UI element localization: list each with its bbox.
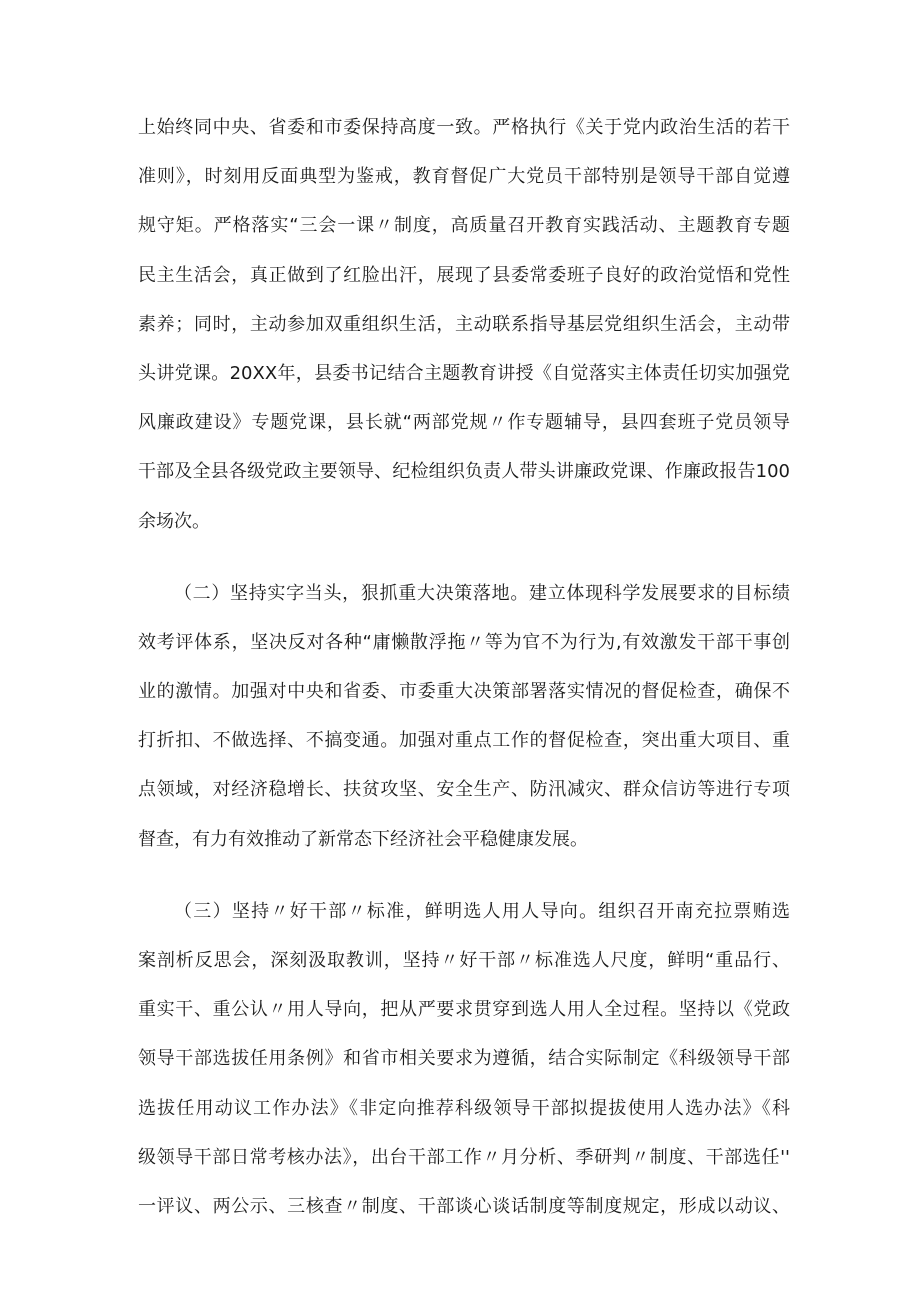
paragraph-line: 效考评体系，坚决反对各种“庸懒散浮拖〃等为官不为行为,有效激发干部干事创: [138, 631, 790, 653]
paragraph-spacer: [138, 559, 790, 582]
paragraph-2: [138, 582, 790, 852]
paragraph-line: 一评议、两公示、三核查〃制度、干部谈心谈话制度等制度规定，形成以动议、: [138, 1195, 790, 1217]
paragraph-line: 打折扣、不做选择、不搞变通。加强对重点工作的督促检查，突出重大项目、重: [138, 730, 790, 752]
paragraph-line: 干部及全县各级党政主要领导、纪检组织负责人带头讲廉政党课、作廉政报告100: [138, 461, 790, 483]
paragraph-1: [138, 116, 790, 534]
paragraph-spacer: [138, 877, 790, 900]
paragraph-line: （三）坚持〃好干部〃标准，鲜明选人用人导向。组织召开南充拉票贿选: [174, 900, 790, 922]
paragraph-line: 级领导干部日常考核办法》，出台干部工作〃月分析、季研判〃制度、干部选任'': [138, 1146, 790, 1168]
paragraph-line: 规守矩。严格落实“三会一课〃制度，高质量召开教育实践活动、主题教育专题: [138, 215, 790, 237]
paragraph-line: 民主生活会，真正做到了红脸出汗，展现了县委常委班子良好的政治觉悟和党性: [138, 264, 790, 286]
paragraph-line: 头讲党课。20XX年，县委书记结合主题教育讲授《自觉落实主体责任切实加强党: [138, 362, 790, 384]
paragraph-line: 领导干部选拔任用条例》和省市相关要求为遵循，结合实际制定《科级领导干部: [138, 1048, 790, 1070]
paragraph-line: 点领域，对经济稳增长、扶贫攻坚、安全生产、防汛减灾、群众信访等进行专项: [138, 779, 790, 801]
paragraph-line: 案剖析反思会，深刻汲取教训，坚持〃好干部〃标准选人尺度，鲜明“重品行、: [138, 950, 790, 971]
paragraph-line: 准则》，时刻用反面典型为鉴戒，教育督促广大党员干部特别是领导干部自觉遵: [138, 166, 790, 188]
paragraph-line: 风廉政建设》专题党课，县长就“两部党规〃作专题辅导，县四套班子党员领导: [138, 412, 790, 434]
paragraph-line: 素养；同时，主动参加双重组织生活，主动联系指导基层党组织生活会，主动带: [138, 313, 790, 335]
paragraph-line: 上始终同中央、省委和市委保持高度一致。严格执行《关于党内政治生活的若干: [138, 117, 790, 138]
paragraph-3: [138, 900, 790, 1219]
paragraph-line: 督查，有力有效推动了新常态下经济社会平稳健康发展。: [138, 828, 588, 850]
paragraph-line: （二）坚持实字当头，狠抓重大决策落地。建立体现科学发展要求的目标绩: [174, 582, 790, 604]
paragraph-line: 业的激情。加强对中央和省委、市委重大决策部署落实情况的督促检查，确保不: [138, 681, 790, 703]
paragraph-line: 重实干、重公认〃用人导向，把从严要求贯穿到选人用人全过程。坚持以《党政: [138, 999, 790, 1021]
paragraph-line: 选拔任用动议工作办法》《非定向推荐科级领导干部拟提拔使用人选办法》《科: [138, 1097, 790, 1119]
paragraph-line: 余场次。: [138, 510, 210, 532]
document-body: [138, 116, 790, 1244]
